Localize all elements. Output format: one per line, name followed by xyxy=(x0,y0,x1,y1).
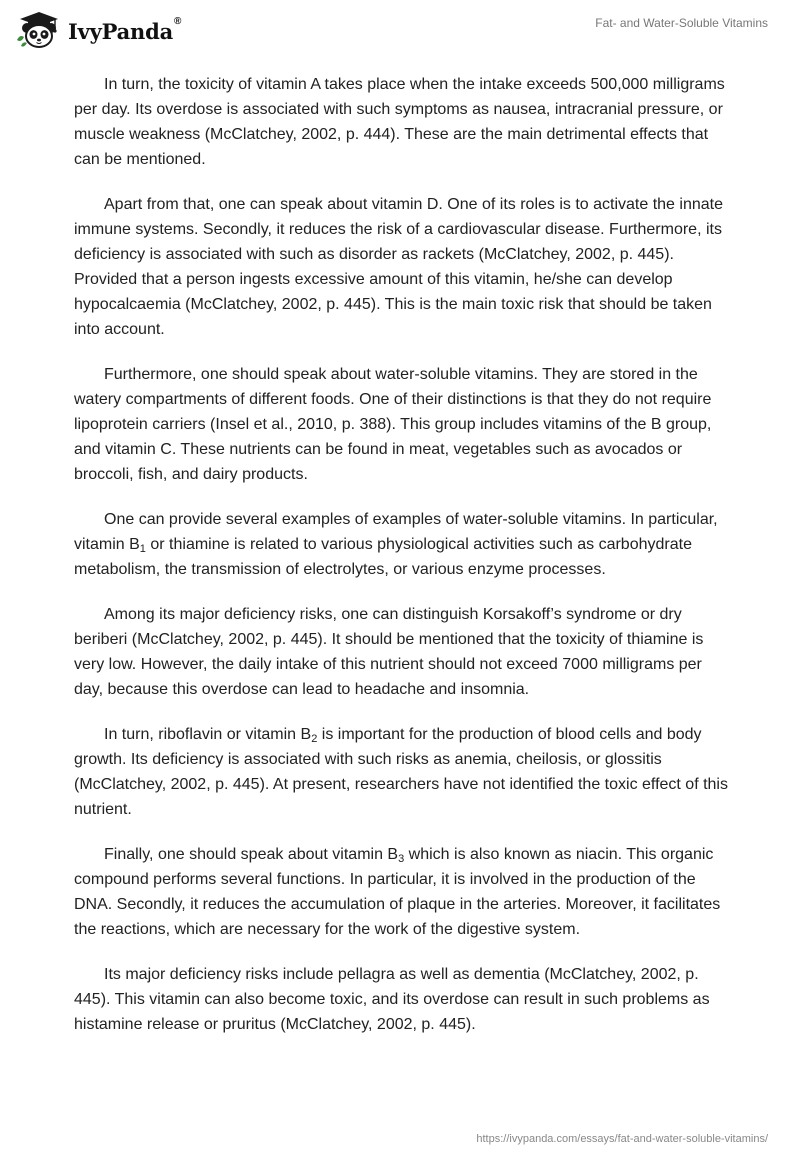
paragraph-text: or thiamine is related to various physiological activities such as carbohydrate metabolism, the transmission of electrolytes, or various enzyme processes. xyxy=(74,536,692,578)
paragraph xyxy=(74,507,729,582)
paragraph-text: Finally, one should speak about vitamin B xyxy=(104,846,399,863)
brand-name: IvyPanda® xyxy=(68,15,182,44)
brand-registered-mark: ® xyxy=(174,15,182,27)
paragraph-text: which is also known as niacin. This organic compound performs several functions. In particular, it is involved in the production of the DNA. Secondly, it reduces the accumulation of plaque in the arteries. Moreover, it facilitates the reactions, which are necessary for the work of the digestive system. xyxy=(74,846,721,938)
paragraph-text: In turn, riboflavin or vitamin B xyxy=(104,726,312,743)
paragraph xyxy=(74,842,729,942)
paragraph: Among its major deficiency risks, one can distinguish Korsakoff’s syndrome or dry beriberi (McClatchey, 2002, p. 445). It should be mentioned that the toxicity of thiamine is very low. However, the daily intake of this nutrient should not exceed 7000 milligrams per day, because this overdose can lead to headache and insomnia. xyxy=(74,606,704,698)
paragraph xyxy=(74,722,729,822)
paragraph: In turn, the toxicity of vitamin A takes place when the intake exceeds 500,000 milligrams per day. Its overdose is associated with such symptoms as nausea, intracranial pressure, or muscle weakness (McClatchey, 2002, p. 444). These are the main detrimental effects that can be mentioned. xyxy=(74,76,725,168)
paragraph: Its major deficiency risks include pellagra as well as dementia (McClatchey, 2002, p. 445). This vitamin can also become toxic, and its overdose can result in such problems as histamine release or pruritus (McClatchey, 2002, p. 445). xyxy=(74,966,710,1033)
paragraph: Apart from that, one can speak about vitamin D. One of its roles is to activate the innate immune systems. Secondly, it reduces the risk of a cardiovascular disease. Furthermore, its deficiency is associated with such as disorder as rackets (McClatchey, 2002, p. 445). Provided that a person ingests excessive amount of this vitamin, he/she can develop hypocalcaemia (McClatchey, 2002, p. 445). This is the main toxic risk that should be taken into account. xyxy=(74,196,723,338)
brand-logo[interactable] xyxy=(14,10,181,50)
vitamin-subscript: 2 xyxy=(311,733,318,745)
panda-graduate-icon xyxy=(14,10,64,50)
vitamin-subscript: 3 xyxy=(398,853,405,865)
source-url-link[interactable]: https://ivypanda.com/essays/fat-and-water-soluble-vitamins/ xyxy=(476,1133,768,1145)
vitamin-subscript: 1 xyxy=(139,543,146,555)
page-header xyxy=(0,0,800,60)
essay-body xyxy=(74,72,729,1057)
paragraph: Furthermore, one should speak about water-soluble vitamins. They are stored in the watery compartments of different foods. One of their distinctions is that they do not require lipoprotein carriers (Insel et al., 2010, p. 388). This group includes vitamins of the B group, and vitamin C. These nutrients can be found in meat, vegetables such as avocados or broccoli, fish, and dairy products. xyxy=(74,366,712,483)
paragraph-text: is important for the production of blood cells and body growth. Its deficiency is associated with such risks as anemia, cheilosis, or glossitis (McClatchey, 2002, p. 445). At present, researchers have not identified the toxic effect of this nutrient. xyxy=(74,726,728,818)
document-title: Fat- and Water-Soluble Vitamins xyxy=(595,16,768,30)
paragraph-text: One can provide several examples of examples of water-soluble vitamins. In particular, vitamin B xyxy=(74,511,718,553)
